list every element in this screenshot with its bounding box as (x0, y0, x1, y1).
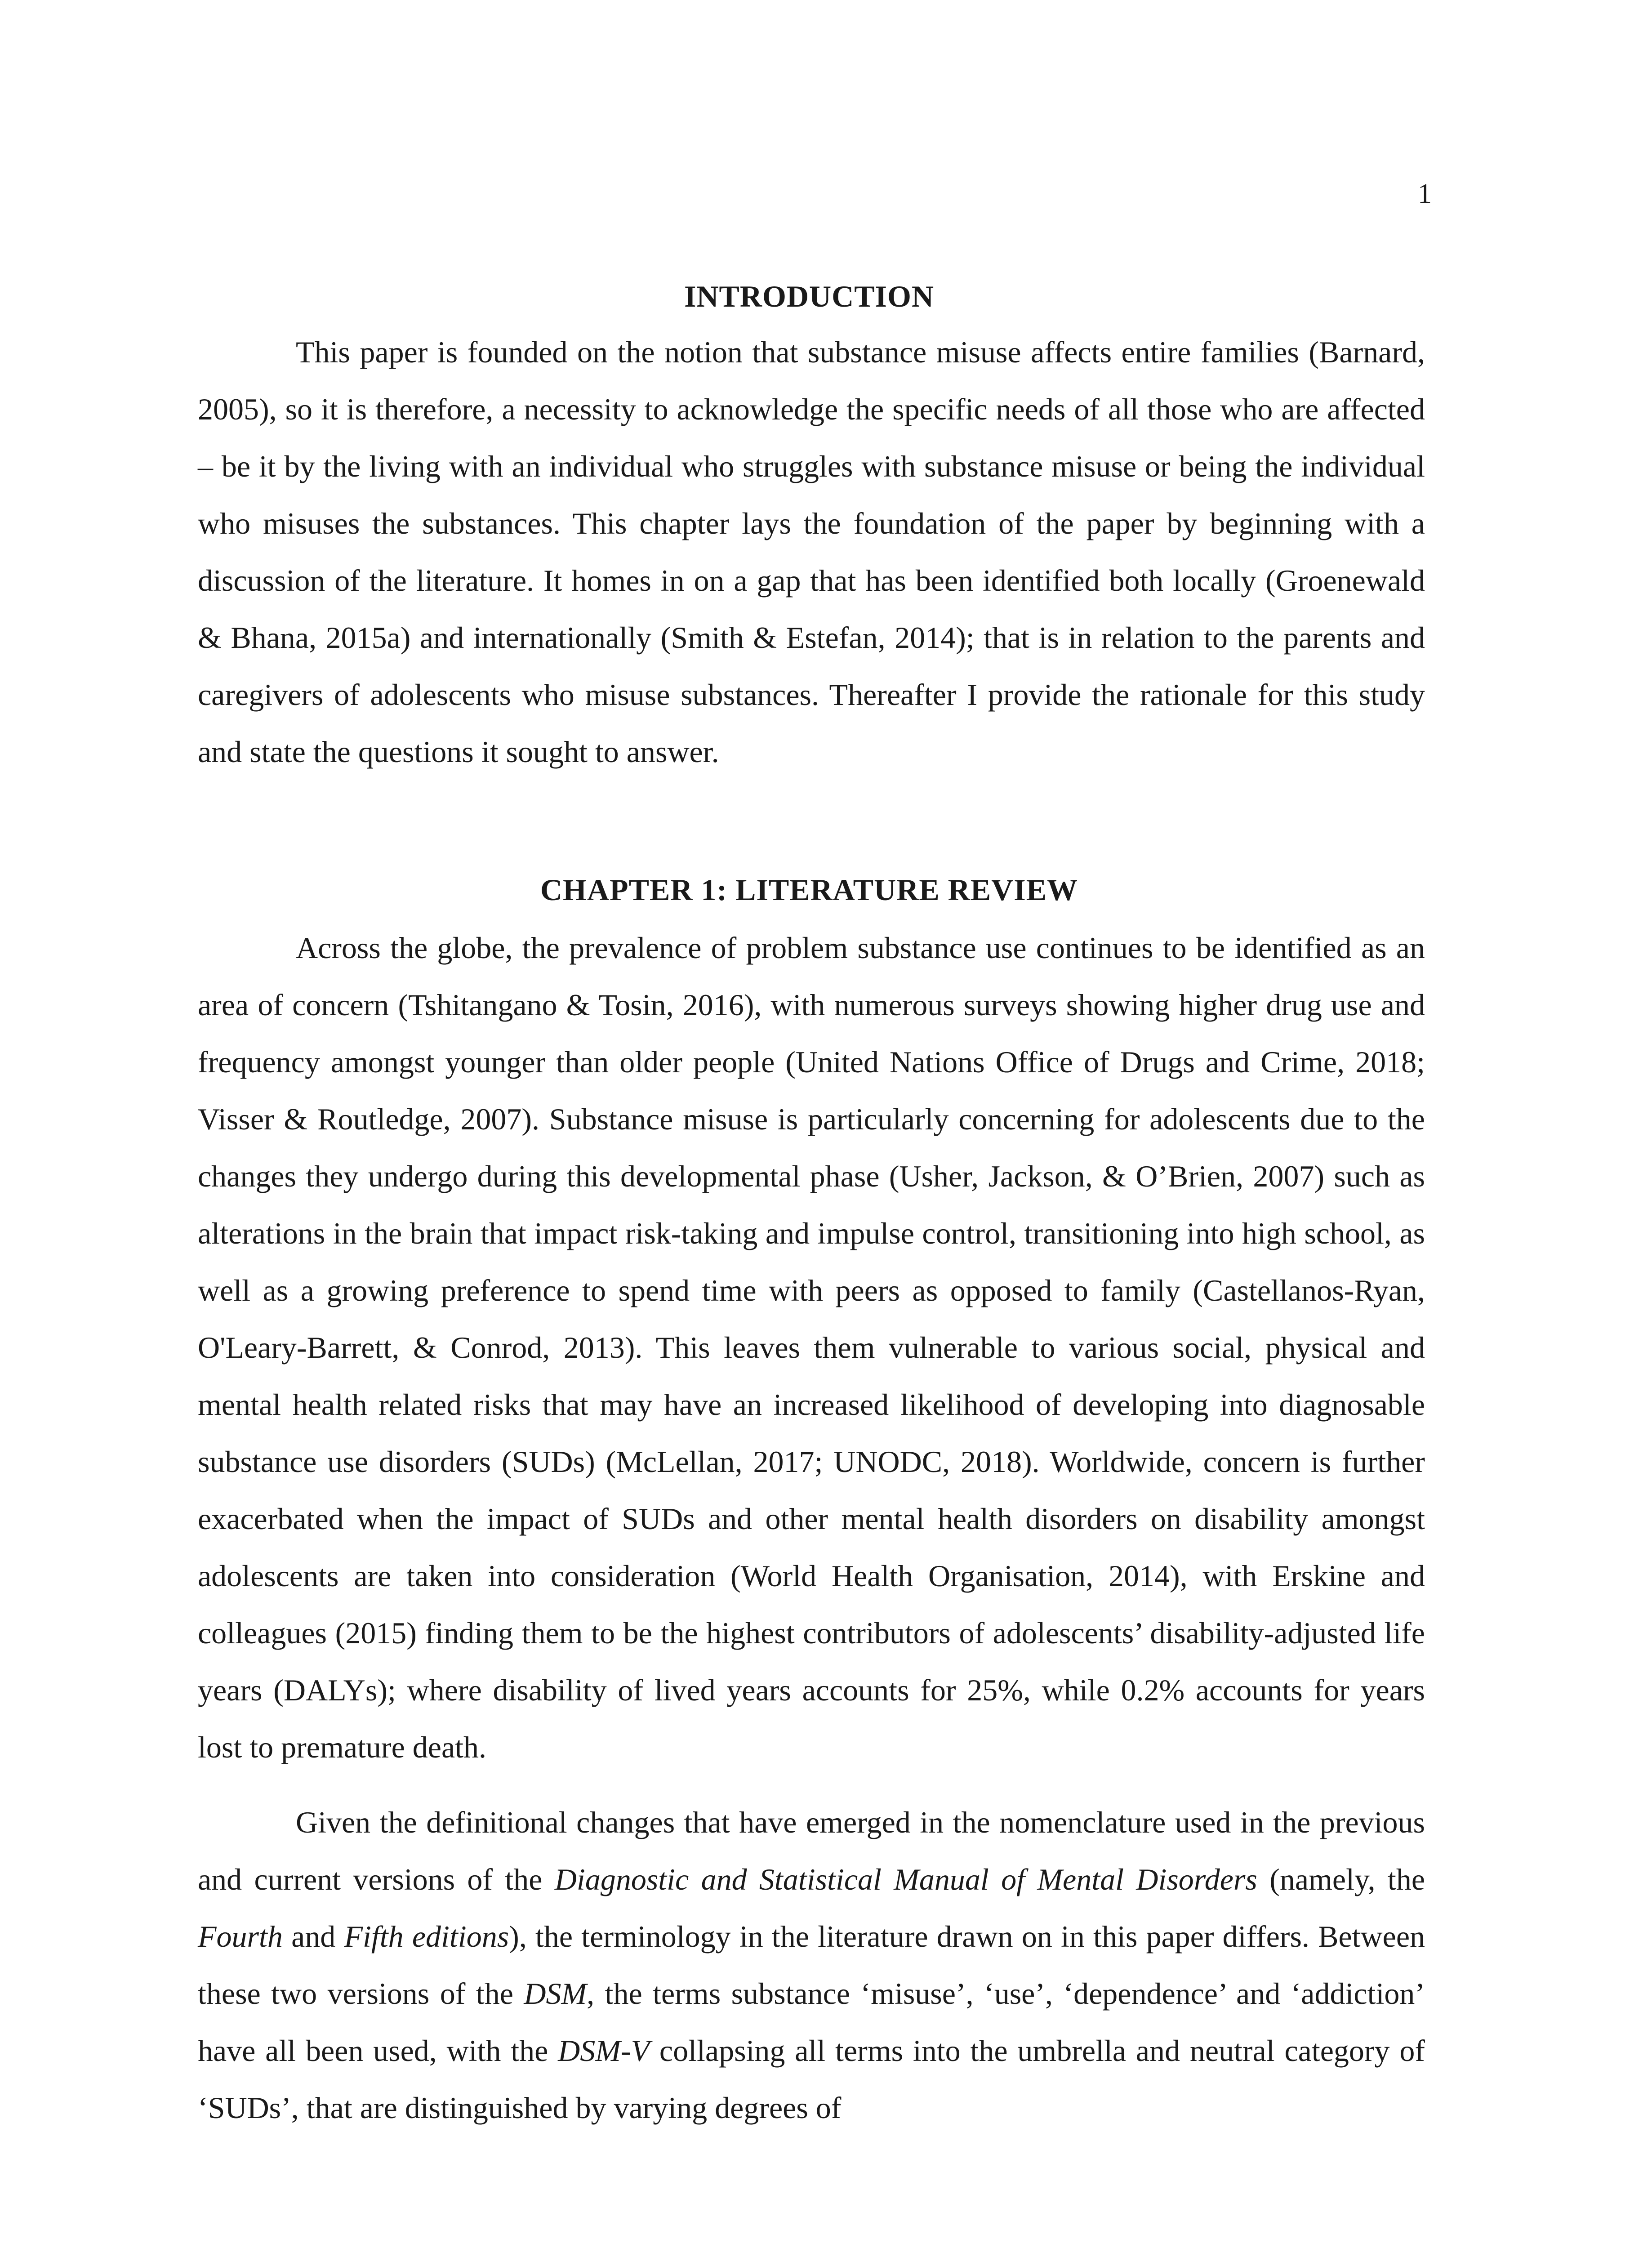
p2-text-4: ), the terminology in the literature drawn on in this paper differs. Between these two versions of the (198, 1919, 1425, 2011)
introduction-heading: INTRODUCTION (684, 279, 935, 313)
p2-italic-dsm-title: Diagnostic and Statistical Manual of Mental Disorders (554, 1862, 1257, 1896)
chapter1-heading: CHAPTER 1: LITERATURE REVIEW (540, 873, 1078, 907)
p2-italic-fifth-editions: Fifth editions (344, 1919, 509, 1954)
introduction-paragraph: This paper is founded on the notion that substance misuse affects entire families (Barnard, 2005), so it is therefore, a necessity to acknowledge the specific needs of all those who are affected – be it by the living with an individual who struggles with substance misuse or being the individual who misuses the substances. This chapter lays the foundation of the paper by beginning with a discussion of the literature. It homes in on a gap that has been identified both locally (Groenewald & Bhana, 2015a) and internationally (Smith & Estefan, 2014); that is in relation to the parents and caregivers of adolescents who misuse substances. Thereafter I provide the rationale for this study and state the questions it sought to answer. (198, 335, 1425, 769)
p2-italic-dsm: DSM (524, 1976, 587, 2011)
p2-italic-dsm-v: DSM-V (558, 2034, 650, 2068)
chapter1-paragraph-1: Across the globe, the prevalence of problem substance use continues to be identified as an area of concern (Tshitangano & Tosin, 2016), with numerous surveys showing higher drug use and frequency amongst younger than older people (United Nations Office of Drugs and Crime, 2018; Visser & Routledge, 2007). Substance misuse is particularly concerning for adolescents due to the changes they undergo during this developmental phase (Usher, Jackson, & O’Brien, 2007) such as alterations in the brain that impact risk-taking and impulse control, transitioning into high school, as well as a growing preference to spend time with peers as opposed to family (Castellanos-Ryan, O'Leary-Barrett, & Conrod, 2013). This leaves them vulnerable to various social, physical and mental health related risks that may have an increased likelihood of developing into diagnosable substance use disorders (SUDs) (McLellan, 2017; UNODC, 2018). Worldwide, concern is further exacerbated when the impact of SUDs and other mental health disorders on disability amongst adolescents are taken into consideration (World Health Organisation, 2014), with Erskine and colleagues (2015) finding them to be the highest contributors of adolescents’ disability-adjusted life years (DALYs); where disability of lived years accounts for 25%, while 0.2% accounts for years lost to premature death. (198, 931, 1425, 1764)
p2-text-3: and (282, 1919, 344, 1954)
paragraph-gap (198, 1776, 1425, 1794)
p2-italic-fourth: Fourth (198, 1919, 283, 1954)
chapter1-paragraph-2 (198, 1794, 1425, 2136)
p2-text-6: collapsing all terms into the umbrella and neutral category of ‘SUDs’, that are distinguished by varying degrees of (198, 2034, 1425, 2125)
p2-text-5: , the terms substance ‘misuse’, ‘use’, ‘dependence’ and ‘addiction’ have all been used, with the (198, 1976, 1425, 2068)
introduction-section (198, 324, 1425, 781)
chapter1-section (198, 919, 1425, 2136)
p2-text-2: (namely, the (1257, 1862, 1425, 1896)
p2-text-1: Given the definitional changes that have emerged in the nomenclature used in the previous and current versions of the (198, 1805, 1425, 1896)
page-number: 1 (1418, 178, 1432, 209)
